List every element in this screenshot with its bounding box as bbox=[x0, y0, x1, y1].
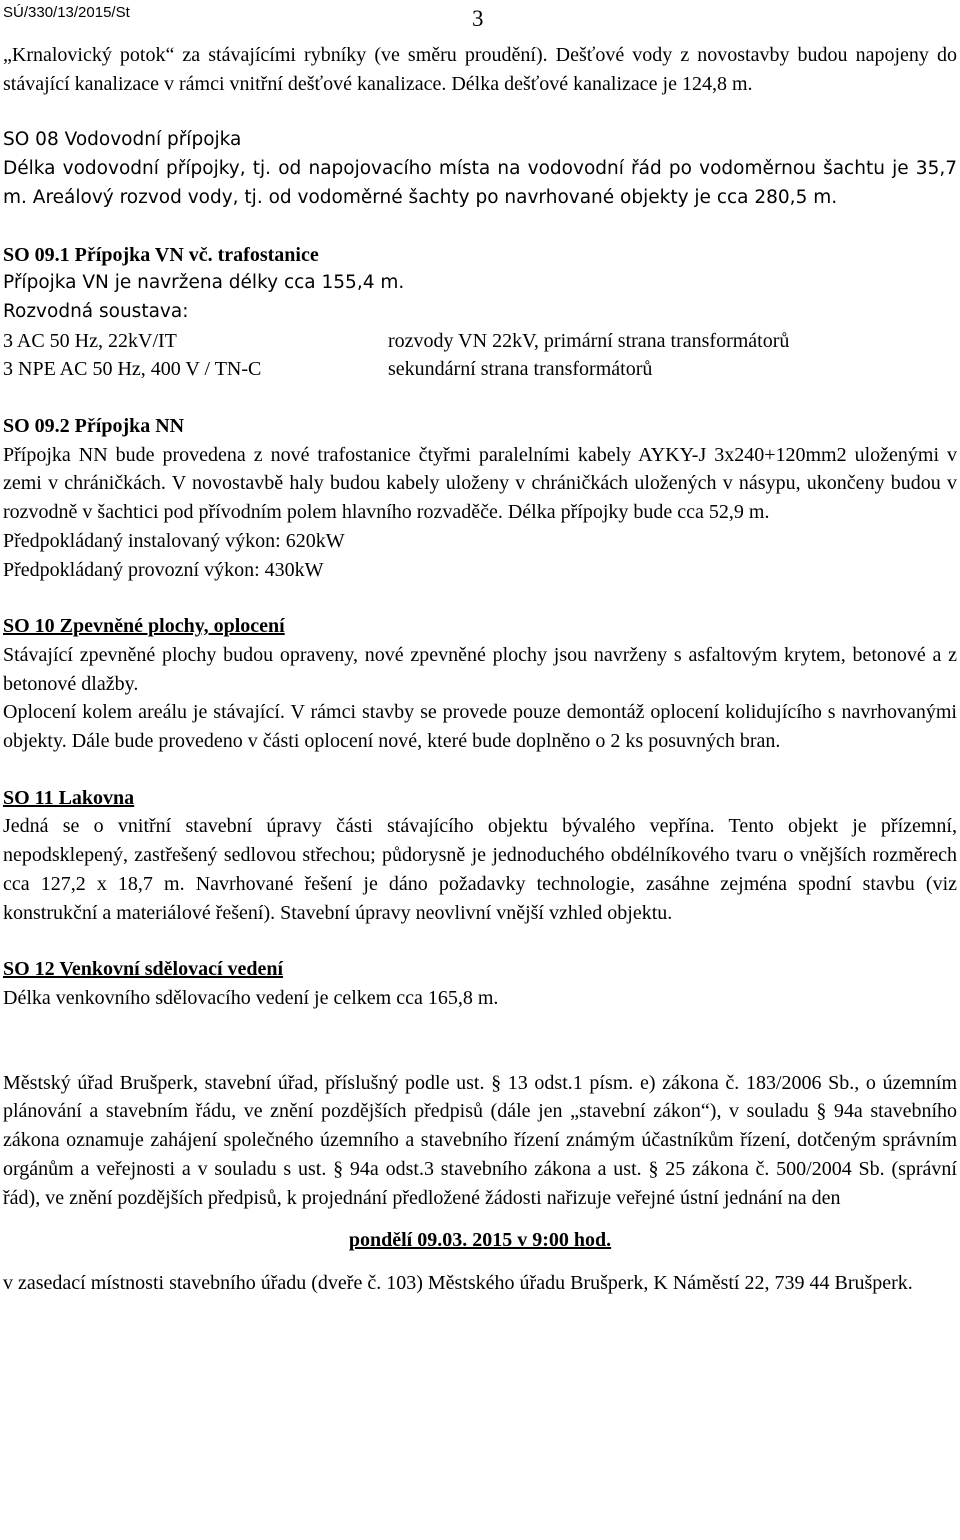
so091-heading: SO 09.1 Přípojka VN vč. trafostanice bbox=[3, 243, 319, 266]
intro-paragraph: „Krnalovický potok“ za stávajícími rybníky (ve směru proudění). Dešťové vody z novostavby budou napojeny do stávající kanalizace v rámci vnitřní dešťové kanalizace. Délka dešťové kanalizace je 124,8 m. bbox=[3, 44, 957, 95]
spacer bbox=[3, 213, 957, 241]
spacer bbox=[3, 1255, 957, 1269]
spacer bbox=[3, 584, 957, 612]
spacer bbox=[3, 98, 957, 126]
spacer bbox=[3, 384, 957, 412]
so092-operating-power: Předpokládaný provozní výkon: 430kW bbox=[3, 558, 324, 581]
so11-text: Jedná se o vnitřní stavební úpravy části stávajícího objektu bývalého vepřína. Tento objekt je přízemní, nepodsklepený, zastřešený sedlovou střechou; půdorysně je jednoduchého obdélníkového tvaru o vnějších rozměrech cca 127,2 x 18,7 m. Navrhované řešení je dáno požadavky technologie, zasáhne zejména spodní stavbu (viz konstrukční a materiálové řešení). Stavební úpravy neovlivní vnější vzhled objektu. bbox=[3, 815, 957, 924]
spacer bbox=[3, 1013, 957, 1069]
so11-heading: SO 11 Lakovna bbox=[3, 786, 135, 809]
notice-paragraph: Městský úřad Brušperk, stavební úřad, příslušný podle ust. § 13 odst.1 písm. e) zákona č. 183/2006 Sb., o územním plánování a stavebním řádu, ve znění pozdějších předpisů (dále jen „stavební zákon“), v souladu § 94a stavebního zákona oznamuje zahájení společného územního a stavebního řízení známým účastníkům řízení, dotčeným správním orgánům a veřejnosti a v souladu s ust. § 94a odst.3 stavebního zákona a ust. § 25 zákona č. 500/2004 Sb. (správní řád), ve znění pozdějších předpisů, k projednání předložené žádosti nařizuje veřejné ústní jednání na den bbox=[3, 1071, 957, 1209]
spacer bbox=[3, 927, 957, 955]
so092-text: Přípojka NN bude provedena z nové trafostanice čtyřmi paralelními kabely AYKY-J 3x240+120mm2 uloženými v zemi v chráničkách. V novostavbě haly budou kabely uloženy v chráničkách uložených v násypu, ukončeny budou v rozvodně v šachtici pod přívodním polem hlavního rozvaděče. Délka přípojky bude cca 52,9 m. bbox=[3, 443, 957, 524]
so091-row-2-left: 3 NPE AC 50 Hz, 400 V / TN-C bbox=[3, 358, 262, 381]
so08-text: Délka vodovodní přípojky, tj. od napojovacího místa na vodovodní řád po vodoměrnou šachtu je 35,7 m. Areálový rozvod vody, tj. od vodoměrné šachty po navrhované objekty je cca 280,5 m. bbox=[3, 158, 957, 208]
so10-heading: SO 10 Zpevněné plochy, oplocení bbox=[3, 615, 285, 638]
so10-text-1: Stávající zpevněné plochy budou opraveny, nové zpevněné plochy jsou navrženy s asfaltovým krytem, betonové a z betonové dlažby. bbox=[3, 643, 957, 695]
so092-heading: SO 09.2 Přípojka NN bbox=[3, 415, 185, 438]
spacer bbox=[3, 756, 957, 784]
so08-heading: SO 08 Vodovodní přípojka bbox=[3, 129, 242, 151]
so092-installed-power: Předpokládaný instalovaný výkon: 620kW bbox=[3, 529, 345, 552]
so091-row-1 bbox=[3, 327, 957, 356]
page-number: 3 bbox=[472, 6, 484, 31]
so091-row-1-left: 3 AC 50 Hz, 22kV/IT bbox=[3, 329, 177, 352]
spacer bbox=[3, 1212, 957, 1226]
so12-text: Délka venkovního sdělovacího vedení je celkem cca 165,8 m. bbox=[3, 986, 499, 1009]
so091-row-2 bbox=[3, 355, 957, 384]
so091-row-2-right: sekundární strana transformátorů bbox=[388, 358, 653, 381]
hearing-date: pondělí 09.03. 2015 v 9:00 hod. bbox=[348, 1229, 612, 1252]
so091-line2: Rozvodná soustava: bbox=[3, 300, 189, 322]
document-body bbox=[3, 41, 957, 1298]
so12-heading: SO 12 Venkovní sdělovací vedení bbox=[3, 958, 284, 981]
so091-row-1-right: rozvody VN 22kV, primární strana transformátorů bbox=[388, 329, 790, 352]
so10-text-2: Oplocení kolem areálu je stávající. V rámci stavby se provede pouze demontáž oplocení kolidujícího s navrhovanými objekty. Dále bude provedeno v části oplocení nové, které bude doplněno o 2 ks posuvných bran. bbox=[3, 701, 957, 753]
document-reference: SÚ/330/13/2015/St bbox=[3, 4, 130, 21]
so091-line1: Přípojka VN je navržena délky cca 155,4 m. bbox=[3, 272, 405, 294]
hearing-place: v zasedací místnosti stavebního úřadu (dveře č. 103) Městského úřadu Brušperk, K Náměstí 22, 739 44 Brušperk. bbox=[3, 1271, 913, 1294]
